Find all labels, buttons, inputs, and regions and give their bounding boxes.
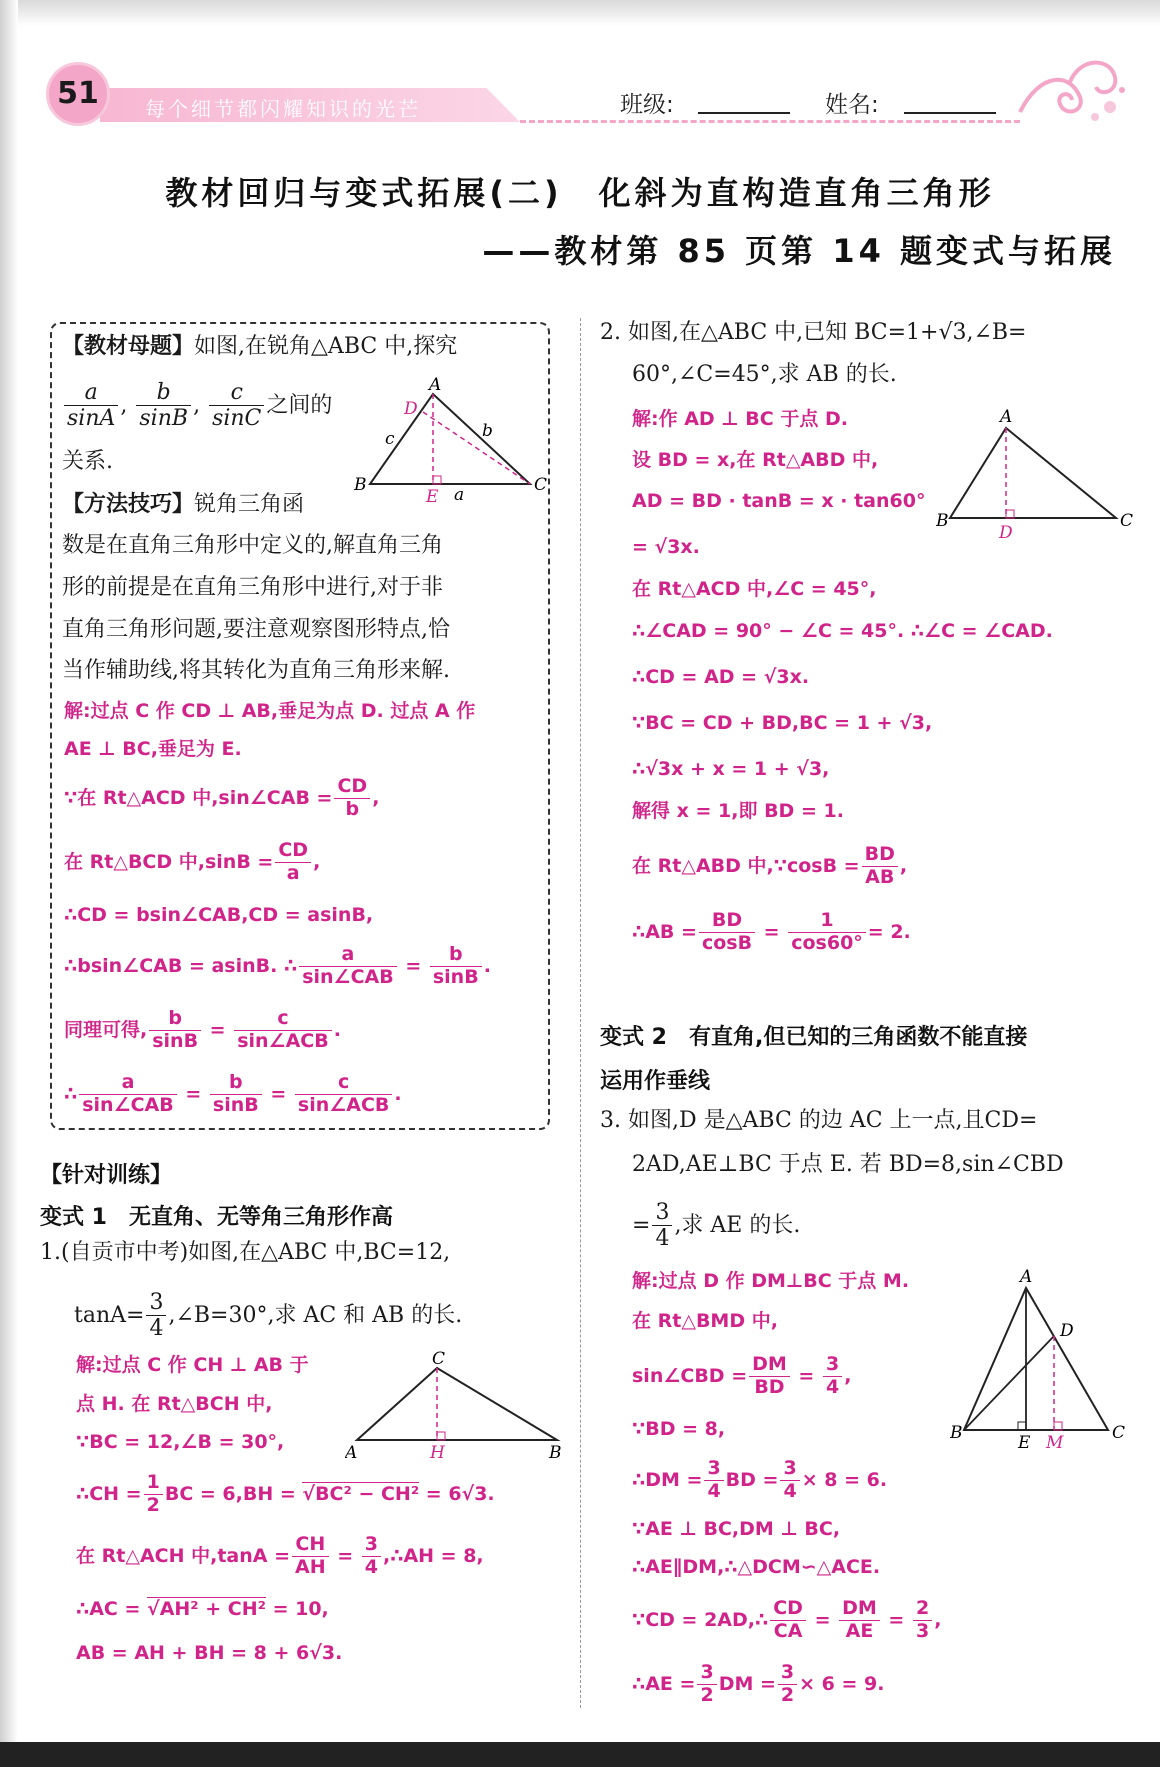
mother-problem-line1: 【教材母题】如图,在锐角△ABC 中,探究 <box>62 334 458 359</box>
mother-problem-head: 【教材母题】 <box>62 334 195 359</box>
problem1-line1: 1.(自贡市中考)如图,在△ABC 中,BC=12, <box>40 1240 451 1265</box>
header-slogan: 每个细节都闪耀知识的光芒 <box>145 97 421 121</box>
variant2-head1: 变式 2 有直角,但已知的三角函数不能直接 <box>600 1025 1028 1050</box>
p2-sol-line6: ∴∠CAD = 90° − ∠C = 45°. ∴∠C = ∠CAD. <box>632 620 1053 642</box>
mother-sol-line2: AE ⊥ BC,垂足为 E. <box>64 738 242 760</box>
variant1-head: 变式 1 无直角、无等角三角形作高 <box>40 1205 393 1230</box>
p2-sol-line5: 在 Rt△ACD 中,∠C = 45°, <box>632 578 877 600</box>
fig-label-A: A <box>429 375 442 395</box>
p1-sol-line2: 点 H. 在 Rt△BCH 中, <box>76 1393 273 1415</box>
p3-sol-line6: ∵AE ⊥ BC,DM ⊥ BC, <box>632 1518 841 1540</box>
page-number: 51 <box>46 62 110 126</box>
svg-text:B: B <box>549 1443 562 1463</box>
problem3-line1: 3. 如图,D 是△ABC 的边 AC 上一点,且CD= <box>600 1108 1038 1133</box>
p3-sol-line5: ∴DM = $\frac{3}{4}$ BD = $\frac{3}{4}$ × 8 = 6. <box>632 1457 888 1502</box>
fig-label-c: c <box>385 429 395 449</box>
mother-sol-line3: ∵在 Rt△ACD 中,sin∠CAB = $\frac{CD}{b}$ , <box>64 775 380 820</box>
svg-text:H: H <box>430 1443 445 1463</box>
method-line4: 直角三角形问题,要注意观察图形特点,恰 <box>62 617 450 642</box>
p2-sol-line8: ∵BC = CD + BD,BC = 1 + √3, <box>632 712 933 734</box>
mother-problem-line3: 关系. <box>62 449 113 474</box>
p3-sol-line7: ∴AE∥DM,∴△DCM∽△ACE. <box>632 1556 881 1578</box>
mother-problem-figure <box>350 372 550 502</box>
page-subtitle: ——教材第 85 页第 14 题变式与拓展 <box>482 232 1116 270</box>
p3-sol-line3: sin∠CBD = $\frac{DM}{BD}$ = $\frac{3}{4}$ , <box>632 1353 852 1398</box>
problem3-figure <box>950 1266 1130 1456</box>
mother-sol-line8: ∴ $\frac{a}{\text{sin∠CAB}}$ = $\frac{b}{\sin B}$ = $\frac{c}{\text{sin∠ACB}}$ . <box>64 1071 402 1116</box>
p2-sol-line10: 解得 x = 1,即 BD = 1. <box>632 800 844 822</box>
fig-label-D: D <box>404 399 418 419</box>
svg-text:C: C <box>1120 511 1134 531</box>
svg-text:C: C <box>1112 1423 1126 1443</box>
svg-text:M: M <box>1046 1433 1064 1453</box>
svg-text:B: B <box>936 511 949 531</box>
method-line2: 数是在直角三角形中定义的,解直角三角 <box>62 533 443 558</box>
name-label: 姓名: <box>825 92 879 118</box>
method-line3: 形的前提是在直角三角形中进行,对于非 <box>62 575 443 600</box>
problem3-line3: = $\frac{3}{4}$ ,求 AE 的长. <box>632 1200 801 1252</box>
p2-sol-line4: = √3x. <box>632 536 700 558</box>
p1-sol-line6: ∴AC = √AH² + CH² = 10, <box>76 1598 329 1620</box>
fig-label-C: C <box>534 475 548 495</box>
mother-sol-line5: ∴CD = bsin∠CAB,CD = asinB, <box>64 904 374 926</box>
p1-sol-line4: ∴CH = $\frac{1}{2}$ BC = 6,BH = √BC² − CH² = 6√3. <box>76 1471 495 1516</box>
method-line1: 【方法技巧】锐角三角函 <box>62 492 305 517</box>
p3-sol-line2: 在 Rt△BMD 中, <box>632 1310 778 1332</box>
class-blank-line <box>698 112 790 114</box>
page-title: 教材回归与变式拓展(二) 化斜为直构造直角三角形 <box>165 174 995 212</box>
variant2-head2: 运用作垂线 <box>600 1069 711 1094</box>
svg-text:C: C <box>432 1349 446 1369</box>
fig-label-E: E <box>426 487 439 502</box>
p1-sol-line5: 在 Rt△ACH 中,tanA = $\frac{CH}{AH}$ = $\frac{3}{4}$ ,∴AH = 8, <box>76 1533 484 1578</box>
svg-text:B: B <box>950 1423 963 1443</box>
mother-sol-line1: 解:过点 C 作 CD ⊥ AB,垂足为点 D. 过点 A 作 <box>64 700 476 722</box>
svg-text:A: A <box>1020 1267 1033 1287</box>
svg-text:E: E <box>1018 1433 1031 1453</box>
p2-sol-line3: AD = BD · tanB = x · tan60° <box>632 490 926 512</box>
p3-sol-line4: ∵BD = 8, <box>632 1418 726 1440</box>
page-top-shadow <box>0 0 1160 26</box>
mother-sol-line4: 在 Rt△BCD 中,sinB = $\frac{CD}{a}$ , <box>64 839 321 884</box>
problem2-line2: 60°,∠C=45°,求 AB 的长. <box>632 362 897 387</box>
problem3-line2: 2AD,AE⊥BC 于点 E. 若 BD=8,sin∠CBD <box>632 1152 1064 1177</box>
p2-sol-line1: 解:作 AD ⊥ BC 于点 D. <box>632 408 848 430</box>
header-dashed-divider <box>520 120 1020 123</box>
fig-label-a: a <box>454 485 465 502</box>
p3-sol-line9: ∴AE = $\frac{3}{2}$ DM = $\frac{3}{2}$ × 6 = 9. <box>632 1661 885 1706</box>
svg-text:A: A <box>345 1443 358 1463</box>
page-left-shadow <box>0 0 18 1767</box>
training-head: 【针对训练】 <box>40 1163 173 1188</box>
column-divider <box>580 318 581 1708</box>
problem2-line1: 2. 如图,在△ABC 中,已知 BC=1+√3,∠B= <box>600 320 1027 345</box>
p1-sol-line1: 解:过点 C 作 CH ⊥ AB 于 <box>76 1354 309 1376</box>
p2-sol-line2: 设 BD = x,在 Rt△ABD 中, <box>632 449 879 471</box>
class-label: 班级: <box>620 92 674 118</box>
fig-label-b: b <box>482 421 493 441</box>
problem1-line2: tanA= $\frac{3}{4}$ ,∠B=30°,求 AC 和 AB 的长. <box>74 1290 463 1342</box>
p3-sol-line8: ∵CD = 2AD,∴ $\frac{CD}{CA}$ = $\frac{DM}{AE}$ = $\frac{2}{3}$ , <box>632 1597 942 1642</box>
p2-sol-line12: ∴AB = $\frac{BD}{\cos B}$ = $\frac{1}{\cos 60^\circ}$ = 2. <box>632 909 911 954</box>
name-blank-line <box>904 112 996 114</box>
svg-text:A: A <box>1000 407 1013 427</box>
floral-ornament-icon <box>1010 52 1130 132</box>
svg-text:D: D <box>1060 1321 1074 1341</box>
p3-sol-line1: 解:过点 D 作 DM⊥BC 于点 M. <box>632 1270 910 1292</box>
p2-sol-line7: ∴CD = AD = √3x. <box>632 666 810 688</box>
mother-sol-line7: 同理可得, $\frac{b}{\sin B}$ = $\frac{c}{\text{sin∠ACB}}$ . <box>64 1007 341 1052</box>
method-line5: 当作辅助线,将其转化为直角三角形来解. <box>62 658 450 683</box>
p2-sol-line11: 在 Rt△ABD 中,∵cosB = $\frac{BD}{AB}$ , <box>632 843 908 888</box>
mother-problem-fractions: $\frac{a}{\sin A}$ , $\frac{b}{\sin B}$ , $\frac{c}{\sin C}$ 之间的 <box>62 380 332 432</box>
svg-text:D: D <box>999 523 1013 543</box>
problem2-figure <box>936 404 1136 544</box>
p1-sol-line7: AB = AH + BH = 8 + 6√3. <box>76 1642 343 1664</box>
p1-sol-line3: ∵BC = 12,∠B = 30°, <box>76 1431 285 1453</box>
bottom-bar <box>0 1742 1160 1767</box>
p2-sol-line9: ∴√3x + x = 1 + √3, <box>632 758 830 780</box>
problem1-figure <box>345 1348 575 1464</box>
fig-label-B: B <box>354 475 367 495</box>
mother-sol-line6: ∴bsin∠CAB = asinB. ∴ $\frac{a}{\text{sin∠CAB}}$ = $\frac{b}{\sin B}$ . <box>64 943 491 988</box>
